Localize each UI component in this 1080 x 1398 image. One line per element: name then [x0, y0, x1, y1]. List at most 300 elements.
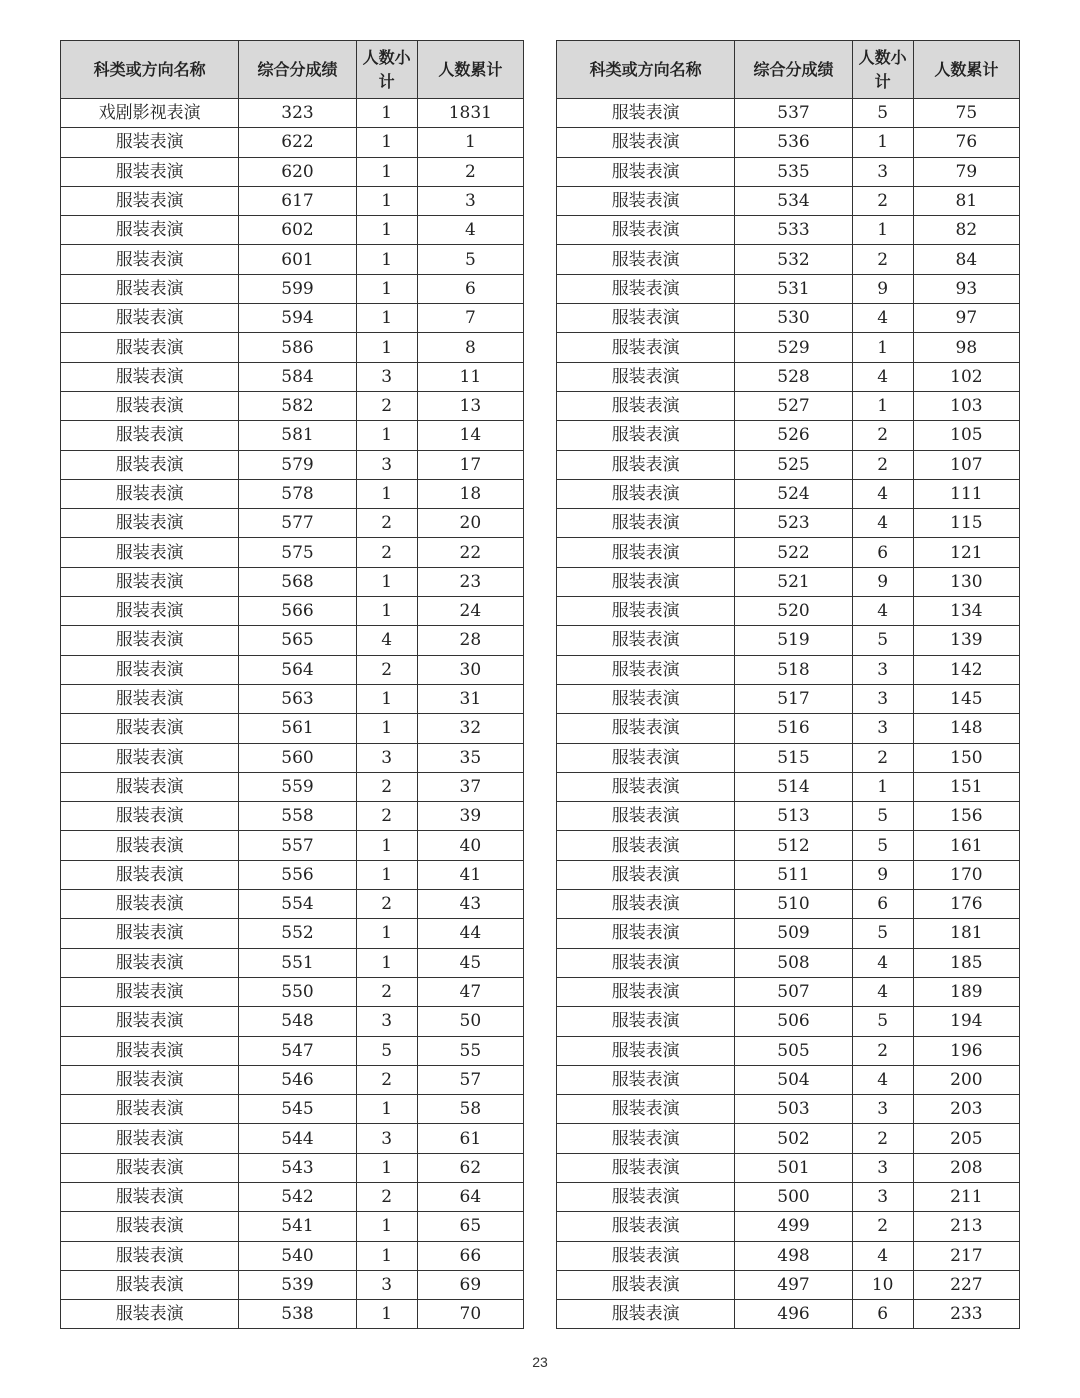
cell-cumulative: 14: [417, 421, 523, 450]
cell-count: 3: [852, 655, 913, 684]
cell-category: 服装表演: [61, 1124, 239, 1153]
cell-count: 2: [356, 655, 417, 684]
table-row: [61, 1124, 524, 1153]
page-number: 23: [532, 1354, 548, 1370]
cell-cumulative: 39: [417, 802, 523, 831]
cell-score: 581: [239, 421, 356, 450]
table-row: [61, 245, 524, 274]
table-row: [557, 99, 1020, 128]
cell-score: 524: [735, 479, 852, 508]
cell-score: 539: [239, 1270, 356, 1299]
cell-count: 1: [356, 831, 417, 860]
cell-count: 6: [852, 1300, 913, 1329]
cell-count: 1: [356, 919, 417, 948]
cell-cumulative: 55: [417, 1036, 523, 1065]
cell-count: 1: [356, 948, 417, 977]
cell-category: 服装表演: [61, 1241, 239, 1270]
cell-score: 541: [239, 1212, 356, 1241]
cell-count: 1: [356, 860, 417, 889]
cell-count: 3: [356, 362, 417, 391]
cell-cumulative: 233: [913, 1300, 1019, 1329]
cell-cumulative: 107: [913, 450, 1019, 479]
table-row: [61, 509, 524, 538]
cell-cumulative: 4: [417, 216, 523, 245]
cell-category: 服装表演: [61, 333, 239, 362]
table-row: [61, 1007, 524, 1036]
table-row: [61, 479, 524, 508]
cell-cumulative: 151: [913, 772, 1019, 801]
cell-category: 戏剧影视表演: [61, 99, 239, 128]
cell-cumulative: 145: [913, 684, 1019, 713]
cell-cumulative: 7: [417, 304, 523, 333]
cell-cumulative: 41: [417, 860, 523, 889]
cell-count: 3: [852, 684, 913, 713]
table-row: [61, 128, 524, 157]
cell-score: 602: [239, 216, 356, 245]
cell-category: 服装表演: [61, 421, 239, 450]
cell-cumulative: 8: [417, 333, 523, 362]
table-row: [61, 362, 524, 391]
cell-category: 服装表演: [61, 1036, 239, 1065]
cell-score: 584: [239, 362, 356, 391]
table-row: [61, 304, 524, 333]
table-header-row: [557, 41, 1020, 99]
cell-cumulative: 105: [913, 421, 1019, 450]
cell-cumulative: 13: [417, 391, 523, 420]
cell-cumulative: 205: [913, 1124, 1019, 1153]
header-category: 科类或方向名称: [557, 41, 735, 99]
cell-category: 服装表演: [61, 245, 239, 274]
cell-count: 1: [852, 128, 913, 157]
cell-score: 502: [735, 1124, 852, 1153]
cell-category: 服装表演: [61, 450, 239, 479]
cell-count: 1: [356, 99, 417, 128]
cell-cumulative: 121: [913, 538, 1019, 567]
cell-count: 4: [356, 626, 417, 655]
table-row: [61, 1270, 524, 1299]
cell-count: 2: [356, 1182, 417, 1211]
table-row: [557, 1241, 1020, 1270]
table-row: [557, 1095, 1020, 1124]
cell-cumulative: 161: [913, 831, 1019, 860]
cell-score: 565: [239, 626, 356, 655]
cell-score: 510: [735, 890, 852, 919]
cell-score: 556: [239, 860, 356, 889]
cell-category: 服装表演: [557, 919, 735, 948]
table-row: [557, 1124, 1020, 1153]
cell-score: 568: [239, 567, 356, 596]
cell-score: 512: [735, 831, 852, 860]
cell-category: 服装表演: [557, 860, 735, 889]
cell-category: 服装表演: [61, 1182, 239, 1211]
cell-count: 2: [356, 1065, 417, 1094]
table-row: [557, 655, 1020, 684]
cell-cumulative: 47: [417, 977, 523, 1006]
cell-cumulative: 208: [913, 1153, 1019, 1182]
cell-score: 511: [735, 860, 852, 889]
cell-cumulative: 156: [913, 802, 1019, 831]
cell-score: 546: [239, 1065, 356, 1094]
cell-category: 服装表演: [61, 1270, 239, 1299]
cell-cumulative: 6: [417, 274, 523, 303]
cell-score: 577: [239, 509, 356, 538]
cell-category: 服装表演: [557, 509, 735, 538]
cell-score: 536: [735, 128, 852, 157]
cell-category: 服装表演: [557, 626, 735, 655]
cell-category: 服装表演: [61, 743, 239, 772]
cell-category: 服装表演: [61, 567, 239, 596]
cell-category: 服装表演: [61, 655, 239, 684]
cell-score: 509: [735, 919, 852, 948]
cell-category: 服装表演: [61, 128, 239, 157]
cell-count: 3: [852, 1095, 913, 1124]
cell-category: 服装表演: [557, 538, 735, 567]
cell-count: 1: [356, 567, 417, 596]
cell-category: 服装表演: [557, 684, 735, 713]
cell-category: 服装表演: [557, 391, 735, 420]
cell-category: 服装表演: [557, 655, 735, 684]
cell-count: 1: [356, 157, 417, 186]
cell-score: 527: [735, 391, 852, 420]
cell-score: 513: [735, 802, 852, 831]
cell-score: 559: [239, 772, 356, 801]
cell-cumulative: 1831: [417, 99, 523, 128]
cell-count: 2: [356, 802, 417, 831]
cell-count: 1: [852, 333, 913, 362]
cell-category: 服装表演: [61, 684, 239, 713]
table-row: [557, 391, 1020, 420]
cell-score: 504: [735, 1065, 852, 1094]
cell-cumulative: 103: [913, 391, 1019, 420]
table-row: [61, 684, 524, 713]
cell-count: 4: [852, 977, 913, 1006]
table-row: [61, 1241, 524, 1270]
cell-score: 578: [239, 479, 356, 508]
table-row: [557, 304, 1020, 333]
cell-score: 575: [239, 538, 356, 567]
cell-cumulative: 43: [417, 890, 523, 919]
table-row: [557, 1182, 1020, 1211]
table-row: [61, 1153, 524, 1182]
cell-score: 540: [239, 1241, 356, 1270]
cell-count: 2: [852, 245, 913, 274]
cell-category: 服装表演: [557, 1241, 735, 1270]
cell-count: 1: [356, 216, 417, 245]
table-row: [557, 1007, 1020, 1036]
cell-cumulative: 82: [913, 216, 1019, 245]
cell-cumulative: 69: [417, 1270, 523, 1299]
cell-count: 9: [852, 274, 913, 303]
cell-score: 547: [239, 1036, 356, 1065]
table-row: [557, 948, 1020, 977]
cell-cumulative: 11: [417, 362, 523, 391]
cell-cumulative: 17: [417, 450, 523, 479]
score-table-right: [556, 40, 1020, 1329]
cell-cumulative: 24: [417, 597, 523, 626]
cell-category: 服装表演: [557, 977, 735, 1006]
cell-category: 服装表演: [557, 1270, 735, 1299]
table-row: [557, 216, 1020, 245]
cell-category: 服装表演: [557, 450, 735, 479]
table-row: [61, 977, 524, 1006]
table-row: [61, 802, 524, 831]
cell-category: 服装表演: [557, 362, 735, 391]
cell-cumulative: 1: [417, 128, 523, 157]
cell-category: 服装表演: [557, 245, 735, 274]
cell-count: 1: [356, 304, 417, 333]
cell-count: 3: [356, 1270, 417, 1299]
cell-category: 服装表演: [557, 714, 735, 743]
cell-cumulative: 213: [913, 1212, 1019, 1241]
cell-cumulative: 196: [913, 1036, 1019, 1065]
header-cumulative: 人数累计: [417, 41, 523, 99]
cell-category: 服装表演: [557, 186, 735, 215]
cell-count: 1: [356, 274, 417, 303]
cell-cumulative: 58: [417, 1095, 523, 1124]
cell-category: 服装表演: [557, 567, 735, 596]
cell-score: 498: [735, 1241, 852, 1270]
table-row: [61, 538, 524, 567]
header-count: 人数小计: [852, 41, 913, 99]
cell-category: 服装表演: [557, 1212, 735, 1241]
cell-category: 服装表演: [557, 1124, 735, 1153]
cell-count: 9: [852, 860, 913, 889]
table-row: [557, 567, 1020, 596]
cell-count: 2: [852, 1036, 913, 1065]
cell-count: 2: [852, 1124, 913, 1153]
table-row: [61, 274, 524, 303]
table-row: [557, 1036, 1020, 1065]
cell-count: 10: [852, 1270, 913, 1299]
cell-score: 561: [239, 714, 356, 743]
cell-count: 3: [356, 1007, 417, 1036]
cell-category: 服装表演: [557, 802, 735, 831]
cell-score: 594: [239, 304, 356, 333]
cell-category: 服装表演: [557, 1036, 735, 1065]
table-row: [557, 597, 1020, 626]
cell-score: 538: [239, 1300, 356, 1329]
cell-cumulative: 35: [417, 743, 523, 772]
cell-category: 服装表演: [61, 509, 239, 538]
cell-count: 4: [852, 509, 913, 538]
table-row: [61, 655, 524, 684]
cell-count: 1: [356, 128, 417, 157]
cell-count: 2: [356, 538, 417, 567]
table-row: [557, 743, 1020, 772]
cell-cumulative: 20: [417, 509, 523, 538]
cell-category: 服装表演: [61, 186, 239, 215]
cell-count: 5: [852, 831, 913, 860]
cell-cumulative: 3: [417, 186, 523, 215]
cell-score: 528: [735, 362, 852, 391]
cell-category: 服装表演: [61, 538, 239, 567]
cell-score: 535: [735, 157, 852, 186]
cell-score: 557: [239, 831, 356, 860]
cell-cumulative: 64: [417, 1182, 523, 1211]
cell-count: 2: [356, 977, 417, 1006]
cell-count: 2: [356, 772, 417, 801]
cell-category: 服装表演: [557, 831, 735, 860]
cell-score: 582: [239, 391, 356, 420]
cell-count: 6: [852, 538, 913, 567]
cell-category: 服装表演: [557, 304, 735, 333]
cell-cumulative: 40: [417, 831, 523, 860]
cell-score: 560: [239, 743, 356, 772]
cell-score: 563: [239, 684, 356, 713]
cell-category: 服装表演: [557, 1095, 735, 1124]
cell-category: 服装表演: [557, 772, 735, 801]
cell-cumulative: 97: [913, 304, 1019, 333]
cell-cumulative: 65: [417, 1212, 523, 1241]
table-row: [557, 274, 1020, 303]
cell-cumulative: 62: [417, 1153, 523, 1182]
cell-count: 2: [852, 450, 913, 479]
cell-category: 服装表演: [61, 1095, 239, 1124]
table-header-row: [61, 41, 524, 99]
table-row: [557, 626, 1020, 655]
table-row: [557, 860, 1020, 889]
cell-cumulative: 139: [913, 626, 1019, 655]
table-row: [557, 1153, 1020, 1182]
cell-cumulative: 76: [913, 128, 1019, 157]
cell-score: 620: [239, 157, 356, 186]
cell-cumulative: 81: [913, 186, 1019, 215]
cell-count: 6: [852, 890, 913, 919]
cell-score: 323: [239, 99, 356, 128]
table-row: [557, 714, 1020, 743]
cell-count: 5: [852, 99, 913, 128]
table-row: [557, 977, 1020, 1006]
cell-count: 1: [852, 391, 913, 420]
cell-cumulative: 203: [913, 1095, 1019, 1124]
cell-count: 1: [356, 1095, 417, 1124]
cell-cumulative: 50: [417, 1007, 523, 1036]
cell-category: 服装表演: [557, 216, 735, 245]
table-row: [557, 538, 1020, 567]
cell-score: 506: [735, 1007, 852, 1036]
table-row: [557, 684, 1020, 713]
cell-count: 3: [852, 1182, 913, 1211]
table-row: [61, 1036, 524, 1065]
cell-score: 499: [735, 1212, 852, 1241]
cell-score: 558: [239, 802, 356, 831]
cell-cumulative: 211: [913, 1182, 1019, 1211]
table-row: [557, 421, 1020, 450]
cell-category: 服装表演: [61, 391, 239, 420]
cell-cumulative: 45: [417, 948, 523, 977]
cell-count: 2: [852, 186, 913, 215]
table-row: [61, 743, 524, 772]
cell-score: 554: [239, 890, 356, 919]
cell-category: 服装表演: [61, 831, 239, 860]
cell-count: 1: [356, 479, 417, 508]
cell-count: 5: [852, 626, 913, 655]
table-row: [61, 450, 524, 479]
cell-cumulative: 22: [417, 538, 523, 567]
table-row: [61, 890, 524, 919]
cell-cumulative: 194: [913, 1007, 1019, 1036]
table-row: [61, 333, 524, 362]
table-row: [557, 1065, 1020, 1094]
cell-cumulative: 189: [913, 977, 1019, 1006]
cell-count: 5: [852, 802, 913, 831]
cell-cumulative: 150: [913, 743, 1019, 772]
cell-category: 服装表演: [61, 772, 239, 801]
table-row: [557, 772, 1020, 801]
cell-category: 服装表演: [557, 890, 735, 919]
table-row: [557, 128, 1020, 157]
cell-cumulative: 84: [913, 245, 1019, 274]
cell-cumulative: 5: [417, 245, 523, 274]
cell-cumulative: 30: [417, 655, 523, 684]
table-row: [61, 421, 524, 450]
table-row: [557, 450, 1020, 479]
header-cumulative: 人数累计: [913, 41, 1019, 99]
cell-count: 1: [356, 1300, 417, 1329]
cell-category: 服装表演: [557, 597, 735, 626]
cell-score: 548: [239, 1007, 356, 1036]
table-row: [557, 802, 1020, 831]
cell-count: 2: [852, 743, 913, 772]
cell-category: 服装表演: [61, 977, 239, 1006]
cell-count: 4: [852, 304, 913, 333]
cell-cumulative: 148: [913, 714, 1019, 743]
cell-count: 2: [356, 890, 417, 919]
table-row: [557, 509, 1020, 538]
cell-category: 服装表演: [61, 714, 239, 743]
cell-count: 1: [356, 1153, 417, 1182]
table-row: [61, 157, 524, 186]
cell-score: 517: [735, 684, 852, 713]
cell-score: 507: [735, 977, 852, 1006]
cell-category: 服装表演: [557, 1300, 735, 1329]
cell-count: 3: [356, 743, 417, 772]
cell-count: 1: [852, 216, 913, 245]
table-row: [61, 99, 524, 128]
table-body-right: [557, 99, 1020, 1329]
cell-category: 服装表演: [61, 479, 239, 508]
cell-cumulative: 2: [417, 157, 523, 186]
cell-cumulative: 37: [417, 772, 523, 801]
cell-category: 服装表演: [61, 860, 239, 889]
table-row: [557, 157, 1020, 186]
cell-cumulative: 75: [913, 99, 1019, 128]
header-category: 科类或方向名称: [61, 41, 239, 99]
cell-category: 服装表演: [61, 304, 239, 333]
cell-count: 5: [356, 1036, 417, 1065]
score-table-left: [60, 40, 524, 1329]
cell-count: 3: [356, 1124, 417, 1153]
table-row: [61, 626, 524, 655]
cell-category: 服装表演: [61, 948, 239, 977]
cell-score: 579: [239, 450, 356, 479]
cell-category: 服装表演: [557, 99, 735, 128]
cell-cumulative: 61: [417, 1124, 523, 1153]
cell-cumulative: 44: [417, 919, 523, 948]
cell-count: 2: [852, 421, 913, 450]
table-row: [61, 860, 524, 889]
table-row: [557, 919, 1020, 948]
cell-cumulative: 185: [913, 948, 1019, 977]
cell-count: 1: [356, 333, 417, 362]
table-row: [61, 831, 524, 860]
cell-score: 505: [735, 1036, 852, 1065]
table-row: [61, 1095, 524, 1124]
cell-cumulative: 111: [913, 479, 1019, 508]
cell-cumulative: 23: [417, 567, 523, 596]
cell-count: 4: [852, 1065, 913, 1094]
cell-count: 1: [356, 597, 417, 626]
